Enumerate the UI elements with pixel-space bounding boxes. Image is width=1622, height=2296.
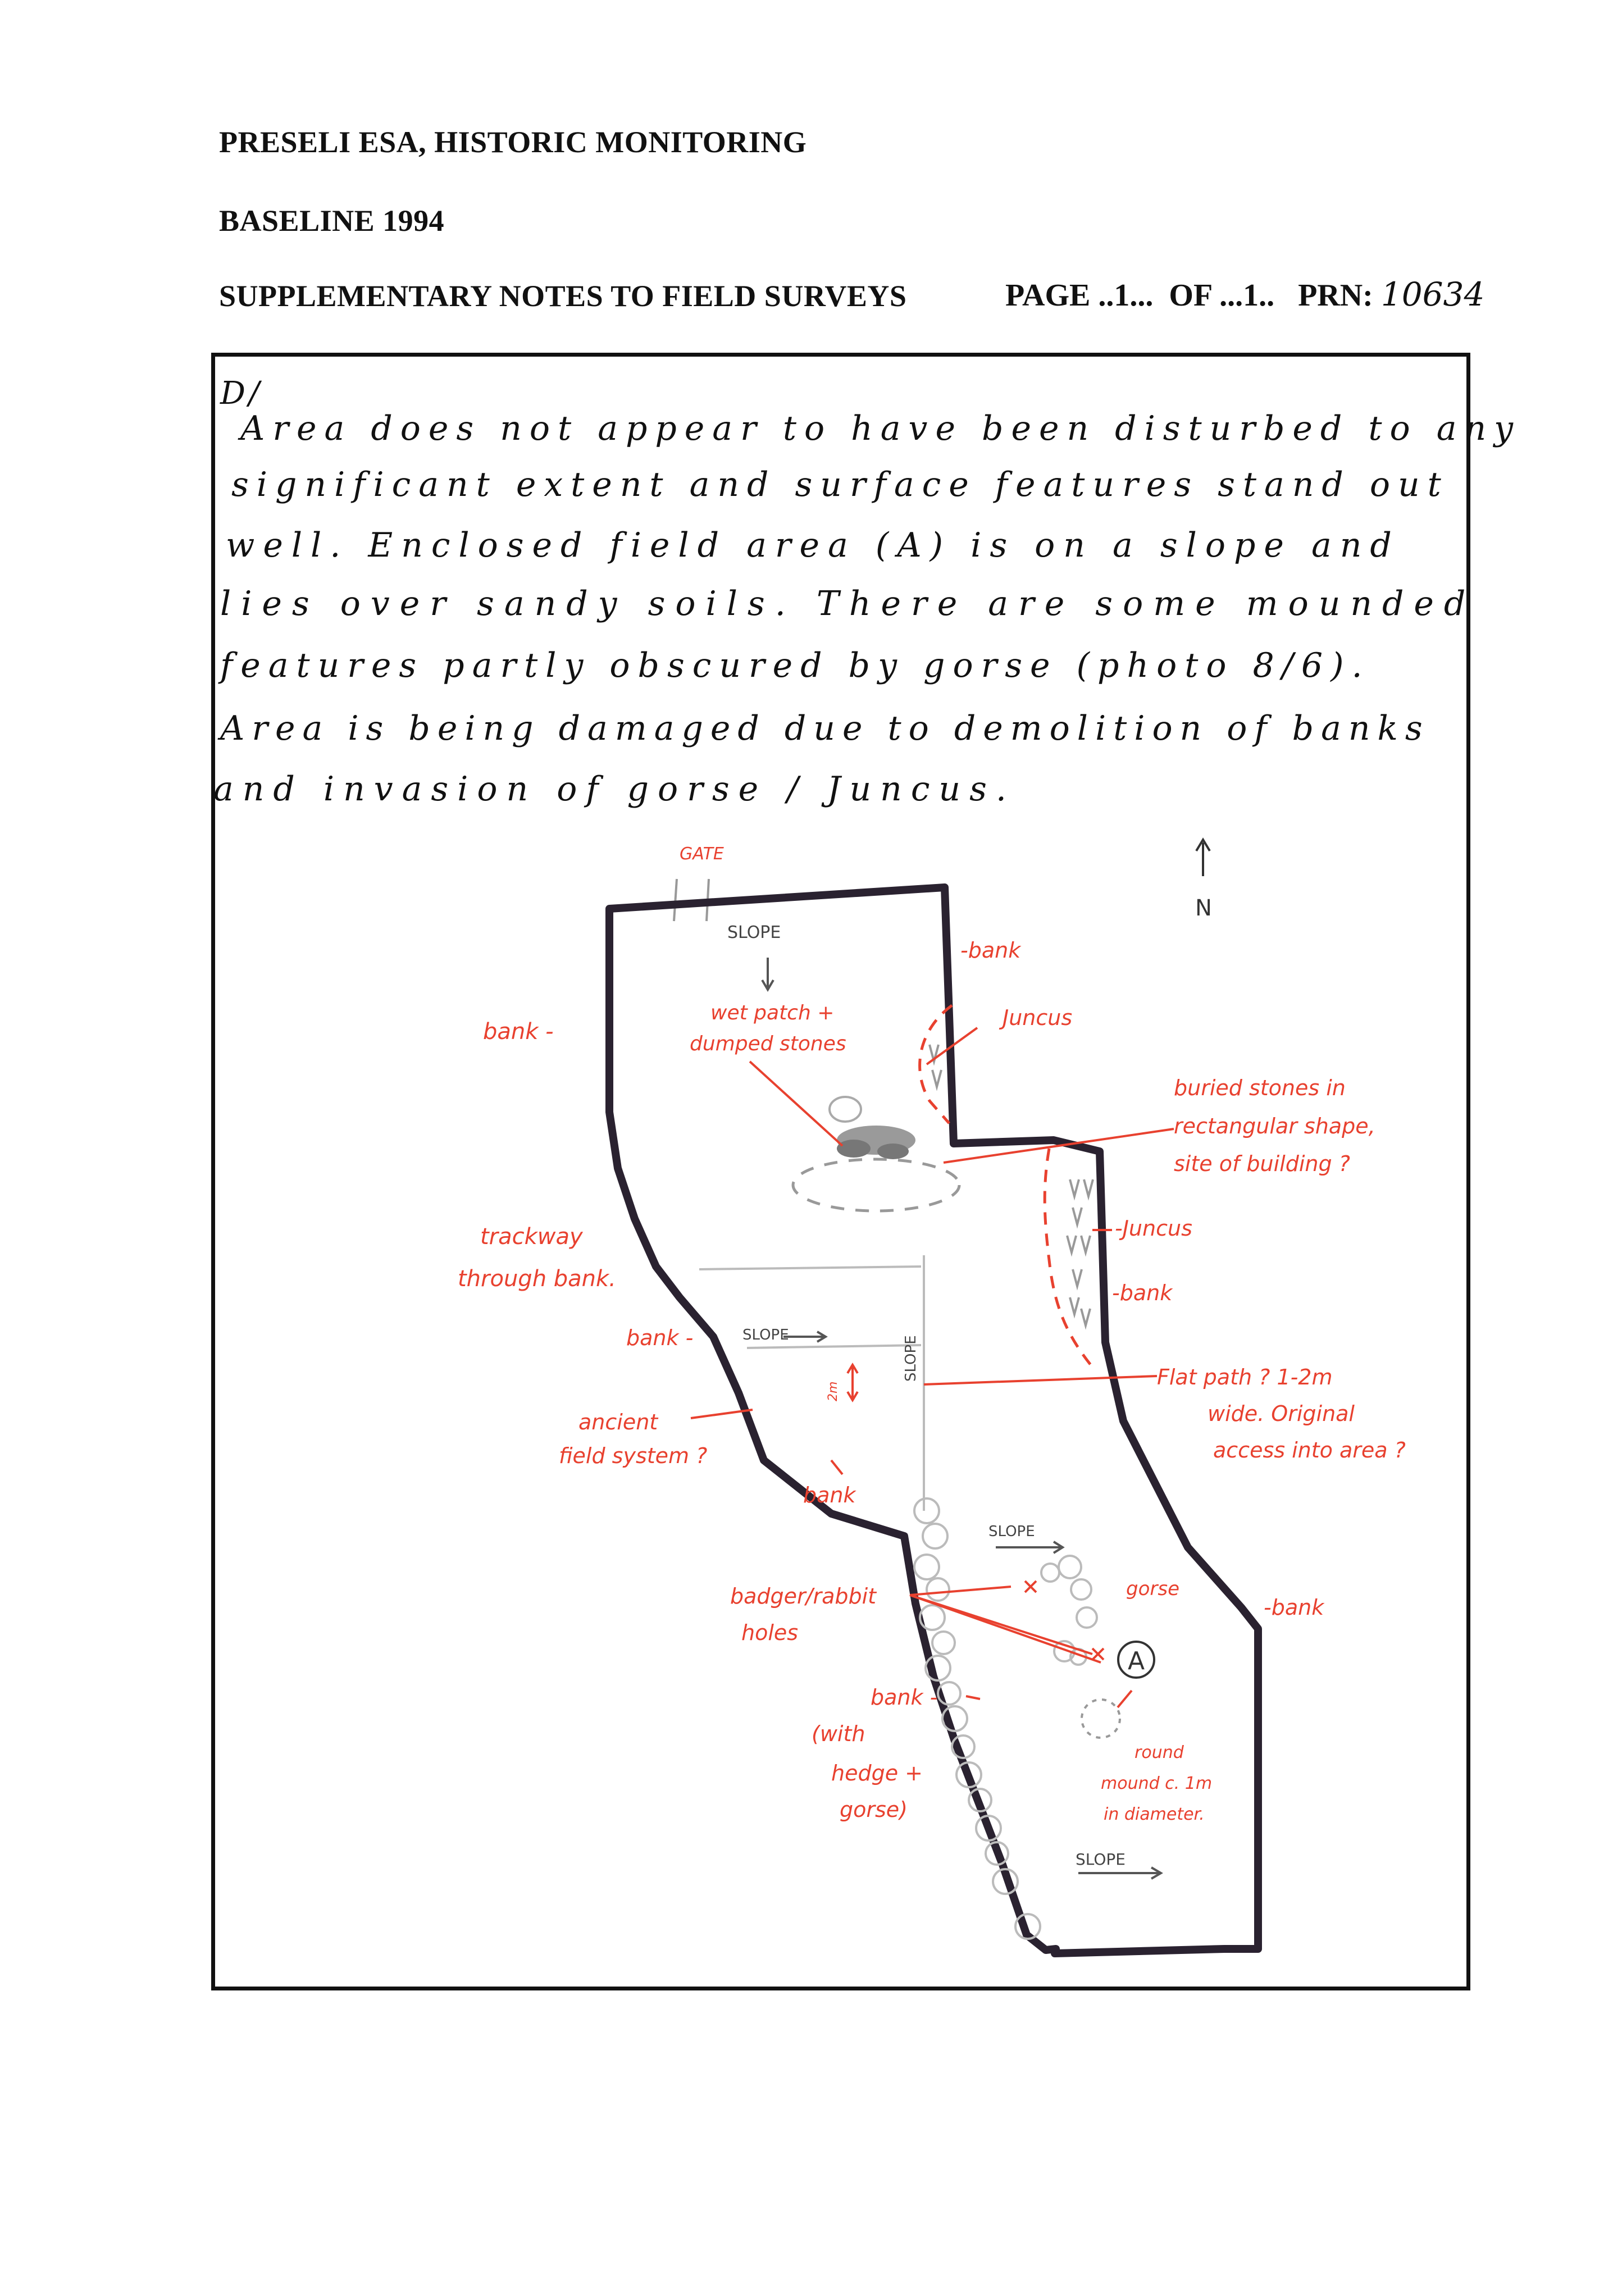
bank-with-hedge-label-1: bank - <box>871 1685 938 1710</box>
form-title: PRESELI ESA, HISTORIC MONITORING <box>219 125 807 159</box>
notes-marker: D/ <box>220 375 263 412</box>
note-line-1: Area does not appear to have been disturbed to any <box>240 409 1521 448</box>
badger-label-1: badger/rabbit <box>730 1584 877 1609</box>
supplementary-heading: SUPPLEMENTARY NOTES TO FIELD SURVEYS <box>219 279 907 313</box>
bank-label-lower-right: -bank <box>1264 1595 1324 1620</box>
slope-label-top: SLOPE <box>727 923 781 942</box>
note-line-6: Area is being damaged due to demolition of banks <box>220 709 1430 748</box>
slope-label-bottom: SLOPE <box>1076 1850 1126 1869</box>
ancient-label-1: ancient <box>578 1410 658 1434</box>
slope-label-vertical: SLOPE <box>903 1335 919 1382</box>
trackway-label-2: through bank. <box>458 1266 616 1292</box>
page-number: ..1... <box>1098 278 1154 313</box>
of-number: ...1.. <box>1219 278 1275 313</box>
badger-label-2: holes <box>741 1620 799 1645</box>
note-line-2: significant extent and surface features stand out <box>231 465 1449 504</box>
bank-with-hedge-label-3: hedge + <box>831 1761 923 1785</box>
buried-stones-outline <box>793 1159 959 1211</box>
north-label: N <box>1195 895 1212 921</box>
note-line-4: lies over sandy soils. There are some mounded <box>220 584 1476 623</box>
baseline-heading: BASELINE 1994 <box>219 204 445 238</box>
of-label: OF <box>1169 278 1212 313</box>
trackway-label-1: trackway <box>480 1224 583 1250</box>
juncus-boundaries <box>920 1005 1095 1370</box>
bank-label-lower-center: bank <box>803 1483 856 1507</box>
two-m-label: 2m <box>826 1381 840 1401</box>
bank-label-left: bank - <box>483 1019 554 1045</box>
bank-label-mid-left: bank - <box>626 1325 694 1350</box>
juncus-label-mid: -Juncus <box>1115 1216 1192 1241</box>
page-label: PAGE <box>1005 278 1091 313</box>
buried-label-2: rectangular shape, <box>1174 1114 1375 1138</box>
wet-patch-label-1: wet patch + <box>710 1001 835 1024</box>
area-a-marker: A <box>1128 1647 1145 1675</box>
flat-path-label-1: Flat path ? 1-2m <box>1157 1365 1333 1390</box>
juncus-label-top: Juncus <box>1003 1005 1073 1030</box>
prn-label: PRN: <box>1298 278 1373 313</box>
wet-patch-label-2: dumped stones <box>690 1032 846 1055</box>
bank-with-hedge-label-2: (with <box>812 1721 865 1746</box>
round-mound-label-3: in diameter. <box>1104 1805 1205 1824</box>
slope-label-mid: SLOPE <box>742 1327 789 1343</box>
gate-label: GATE <box>680 844 724 864</box>
flat-path-label-3: access into area ? <box>1213 1438 1406 1463</box>
buried-label-1: buried stones in <box>1174 1076 1346 1100</box>
ancient-label-2: field system ? <box>559 1443 708 1468</box>
two-m-arrow <box>848 1365 858 1400</box>
round-mound-label-2: mound c. 1m <box>1101 1774 1213 1793</box>
note-line-3: well. Enclosed field area (A) is on a slope and <box>226 526 1400 565</box>
prn-value: 10634 <box>1380 275 1485 313</box>
bank-label-mid-right: -bank <box>1112 1281 1173 1305</box>
flat-path-label-2: wide. Original <box>1208 1401 1355 1426</box>
round-mound-label-1: round <box>1135 1743 1184 1762</box>
gorse-label: gorse <box>1126 1578 1179 1600</box>
note-line-7: and invasion of gorse / Juncus. <box>213 769 1015 809</box>
slope-label-lower: SLOPE <box>988 1523 1035 1540</box>
round-mound <box>1082 1700 1120 1738</box>
dumped-stones <box>830 1097 915 1159</box>
bank-with-hedge-label-4: gorse) <box>840 1797 908 1822</box>
north-arrow <box>1196 840 1210 876</box>
bank-label-top-right: -bank <box>960 938 1021 963</box>
note-line-5: features partly obscured by gorse (photo 8/6). <box>220 646 1370 685</box>
buried-label-3: site of building ? <box>1174 1151 1350 1176</box>
